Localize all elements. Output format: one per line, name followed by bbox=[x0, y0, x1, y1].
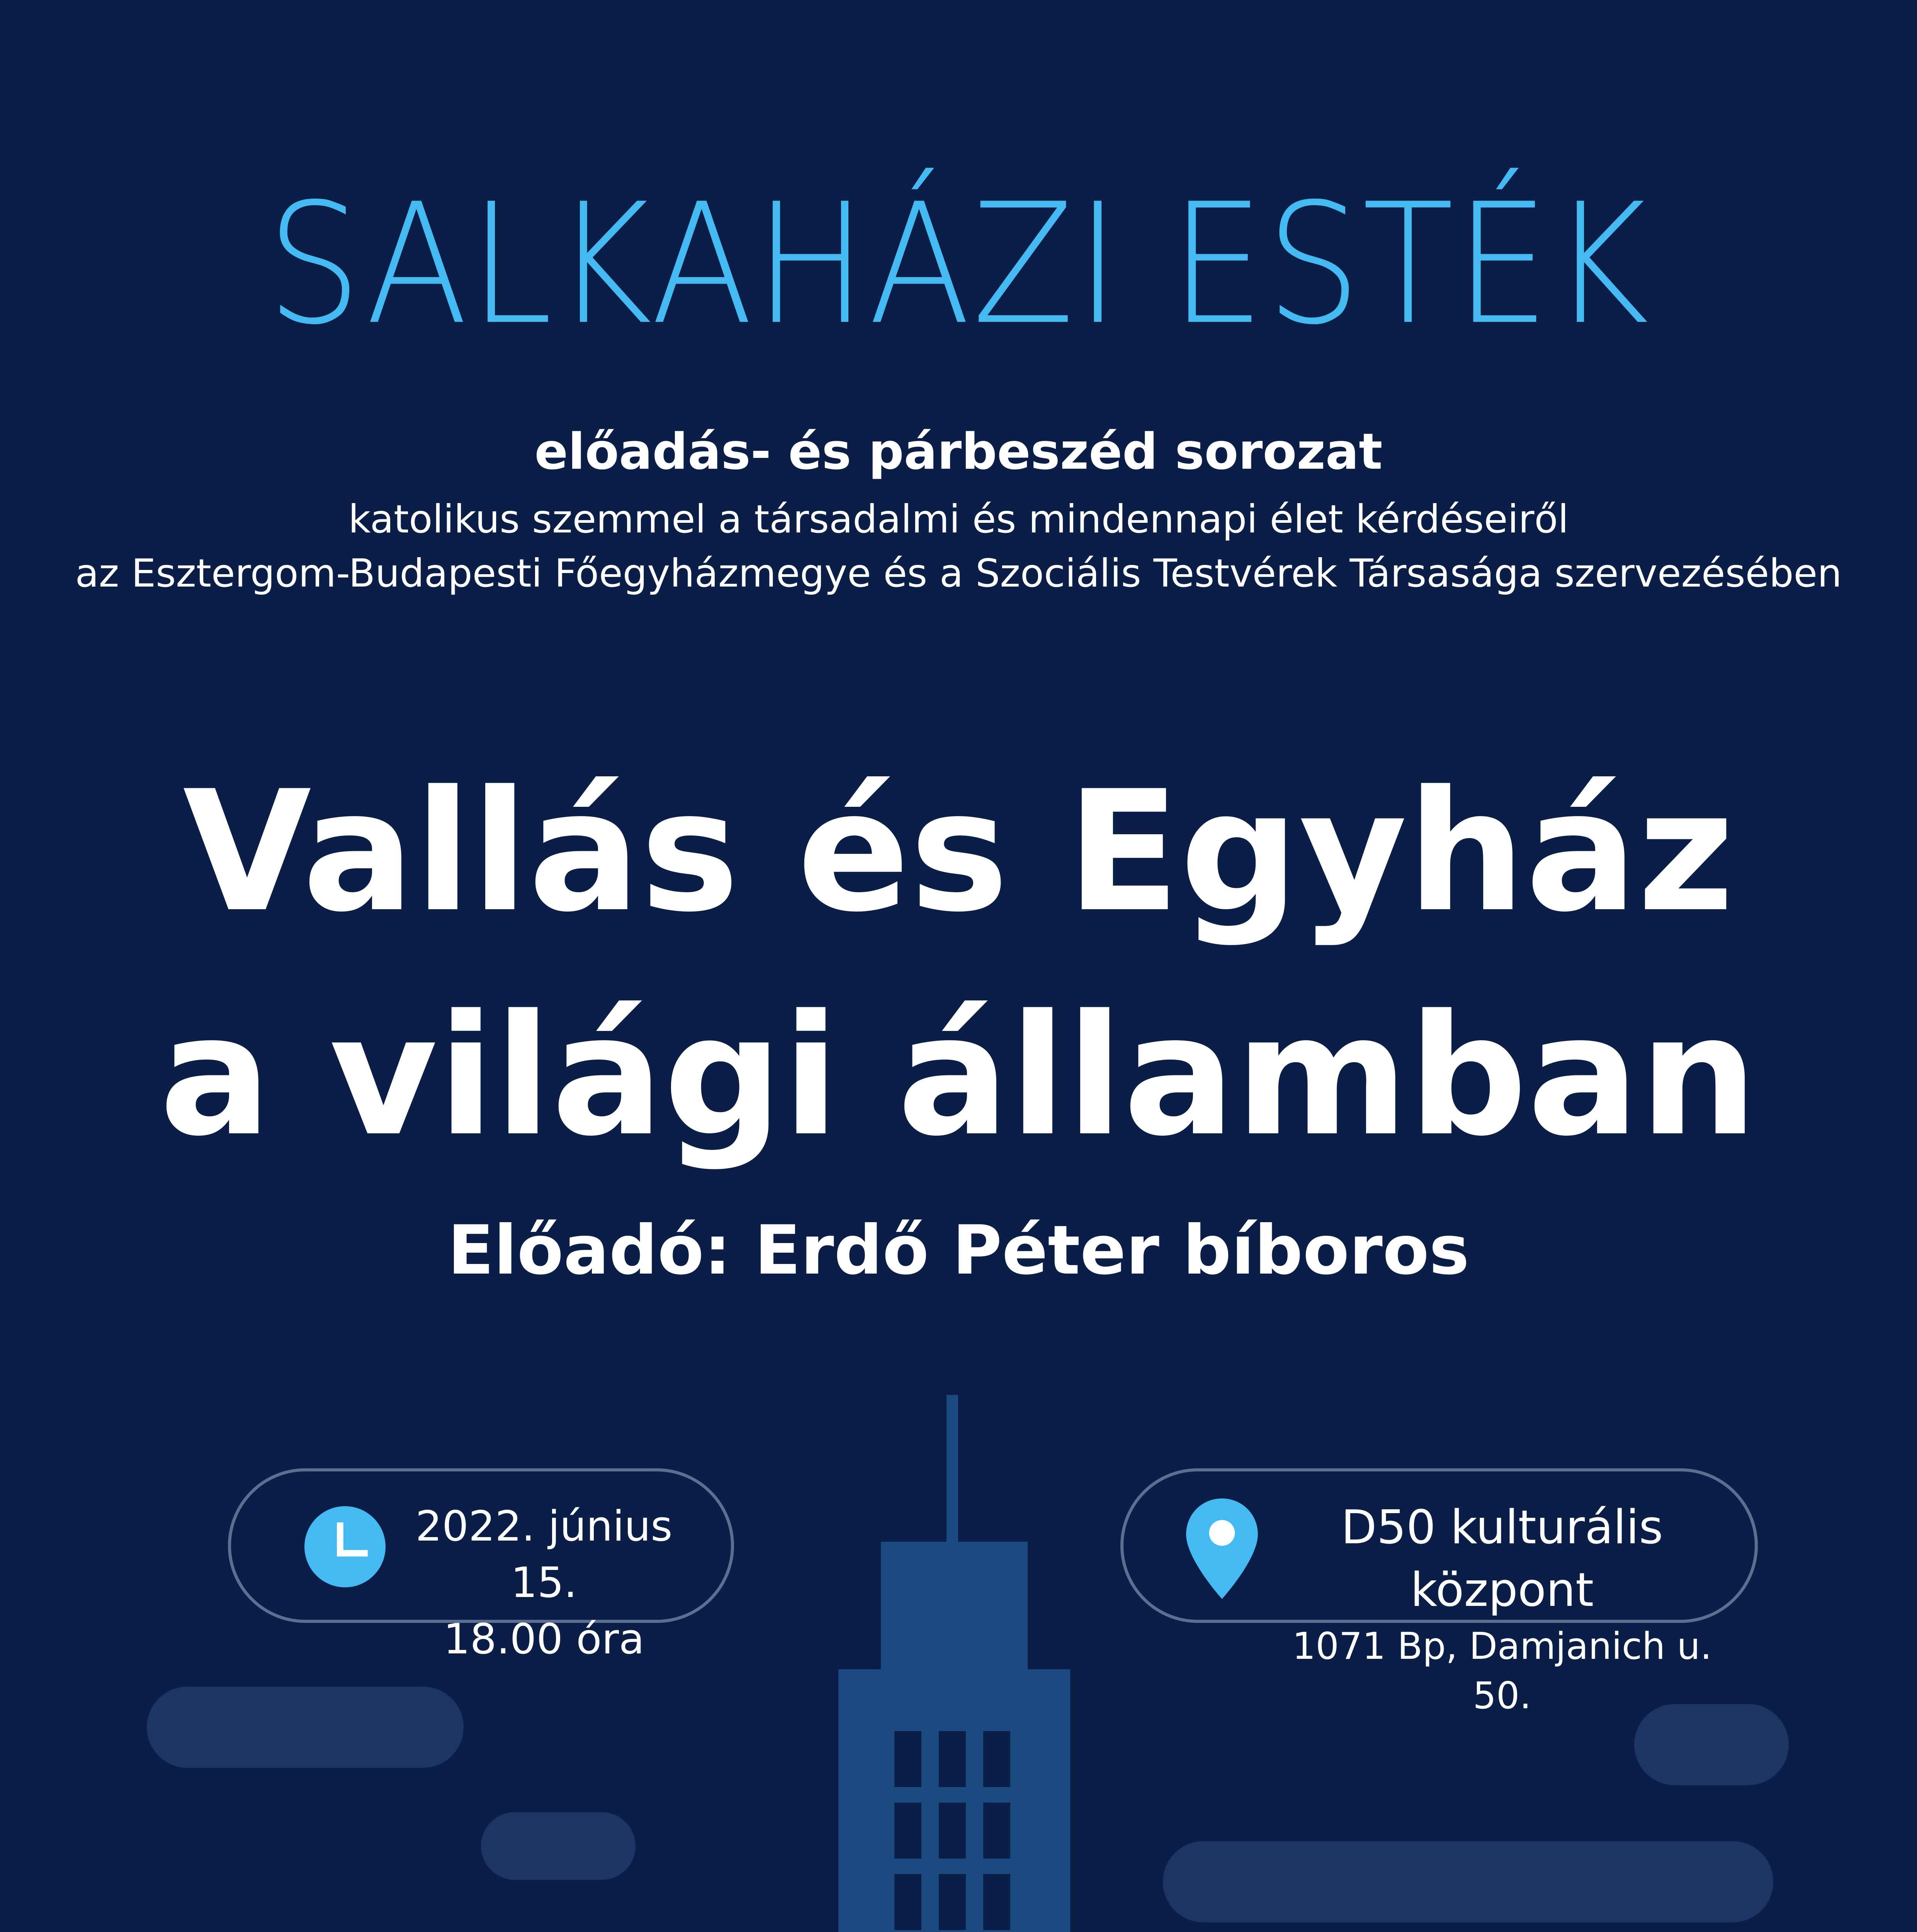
building-window bbox=[894, 1731, 921, 1787]
venue-name: D50 kulturális központ bbox=[1341, 1501, 1663, 1617]
building-window bbox=[894, 1874, 921, 1930]
venue-address: 1071 Bp, Damjanich u. 50. bbox=[1292, 1625, 1712, 1718]
building-window bbox=[939, 1874, 966, 1930]
building-window bbox=[983, 1803, 1010, 1859]
cloud bbox=[147, 1687, 464, 1768]
speaker: Előadó: Erdő Péter bíboros bbox=[447, 1211, 1470, 1290]
series-title: SALKAHÁZI ESTÉK bbox=[267, 168, 1650, 361]
building-window bbox=[983, 1874, 1010, 1930]
venue-text bbox=[1270, 1497, 1734, 1721]
building-window bbox=[939, 1803, 966, 1859]
date-time-text bbox=[409, 1498, 679, 1667]
talk-title-line-2: a világi államban bbox=[159, 980, 1758, 1173]
event-date: 2022. június 15. bbox=[415, 1502, 673, 1607]
venue-info bbox=[1120, 1468, 1758, 1718]
series-description-line-1: katolikus szemmel a társadalmi és mindennapi élet kérdéseiről bbox=[348, 497, 1569, 542]
cloud bbox=[481, 1812, 636, 1880]
building-window bbox=[894, 1803, 921, 1859]
location-pin-icon bbox=[1185, 1498, 1259, 1599]
talk-title-line-1: Vallás és Egyház bbox=[183, 755, 1734, 949]
series-description-line-2: az Esztergom-Budapesti Főegyházmegye és a Szociális Testvérek Társasága szervezésében bbox=[75, 551, 1842, 596]
date-time-info bbox=[228, 1468, 734, 1663]
clock-icon bbox=[304, 1506, 386, 1587]
series-subtitle: előadás- és párbeszéd sorozat bbox=[534, 423, 1383, 481]
building-window bbox=[939, 1731, 966, 1787]
building-window bbox=[983, 1731, 1010, 1787]
cloud bbox=[1163, 1841, 1773, 1922]
event-time: 18.00 óra bbox=[443, 1615, 645, 1663]
